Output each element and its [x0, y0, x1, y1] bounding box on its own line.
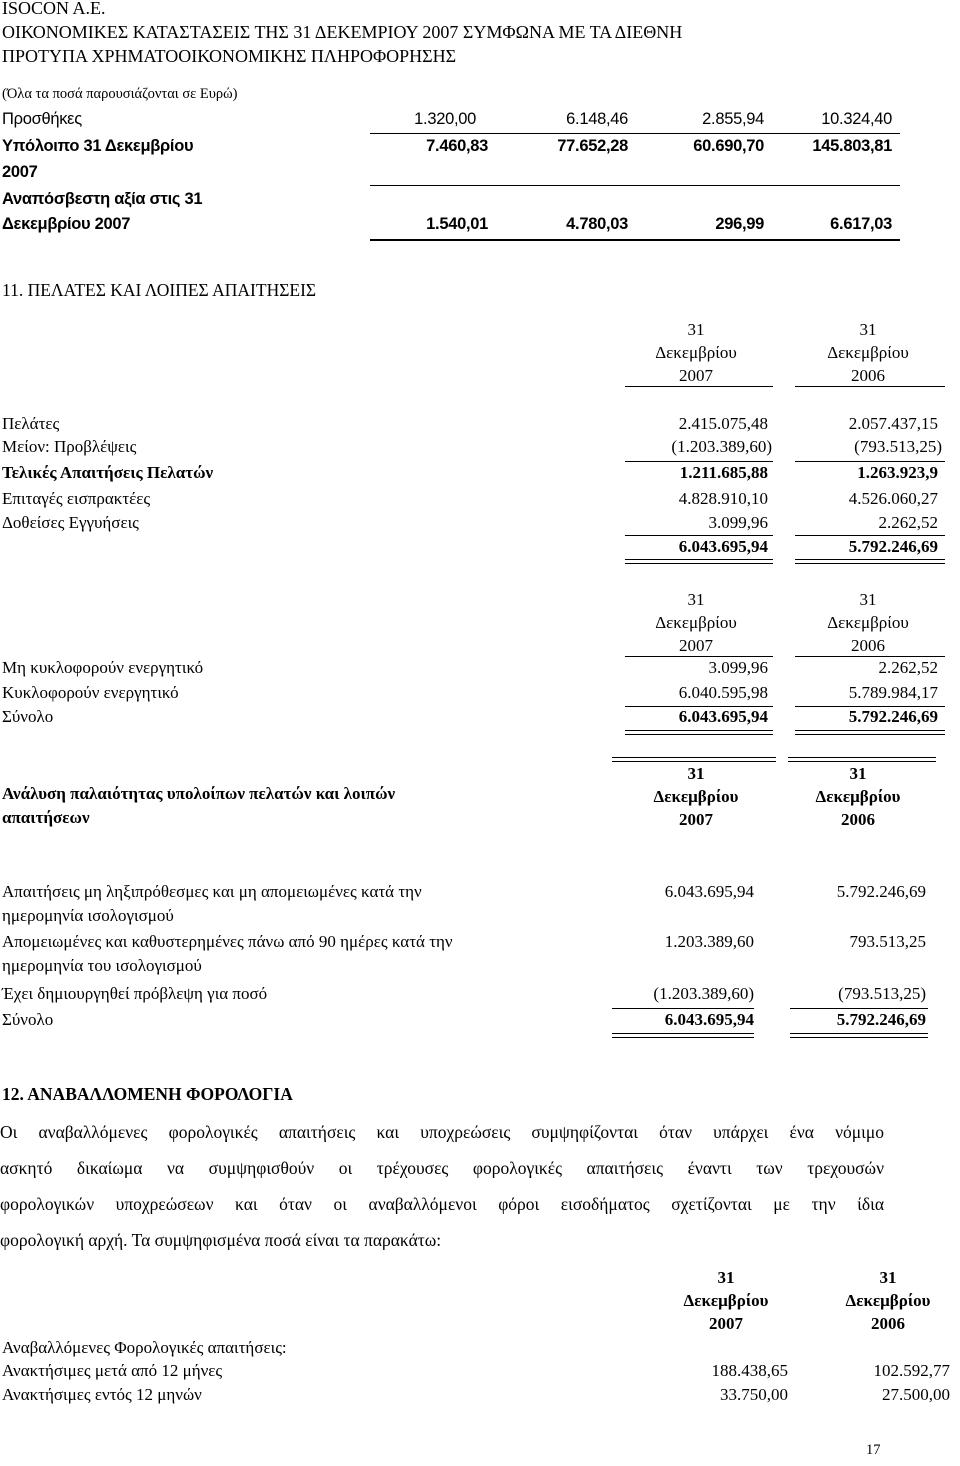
balance-value: 77.652,28 — [557, 137, 628, 155]
value-2007: 1.211.685,88 — [679, 463, 768, 482]
value-2007: 6.043.695,94 — [678, 707, 768, 726]
section12-title: 12. ΑΝΑΒΑΛΛΟΜΕΝΗ ΦΟΡΟΛΟΓΙΑ — [2, 1084, 293, 1104]
nbv-label-date: Δεκεμβρίου 2007 — [2, 215, 131, 233]
section11-title: 11. ΠΕΛΑΤΕΣ ΚΑΙ ΛΟΙΠΕΣ ΑΠΑΙΤΗΣΕΙΣ — [2, 280, 317, 300]
column-header-2006: 31 Δεκεμβρίου 2006 — [827, 320, 909, 385]
value-2007: 3.099,96 — [708, 658, 768, 677]
total-2007: 6.043.695,94 — [678, 537, 768, 556]
column-header-2007: 31 Δεκεμβρίου 2007 — [655, 320, 737, 385]
value-2006: 2.057.437,15 — [848, 414, 938, 433]
additions-value: 6.148,46 — [566, 110, 628, 128]
value-2007: 2.415.075,48 — [678, 414, 768, 433]
currency-note: (Όλα τα ποσά παρουσιάζονται σε Ευρώ) — [2, 86, 238, 102]
column-header-2006: 31 Δεκεμβρίου 2006 — [827, 590, 909, 655]
value-2006: 5.792.246,69 — [836, 882, 926, 901]
value-2007: 188.438,65 — [711, 1361, 788, 1380]
balance-value: 60.690,70 — [693, 137, 764, 155]
row-label: Μη κυκλοφορούν ενεργητικό — [2, 658, 204, 677]
additions-value: 2.855,94 — [702, 110, 764, 128]
nbv-value: 1.540,01 — [426, 215, 488, 233]
row-label: Κυκλοφορούν ενεργητικό — [2, 683, 179, 702]
ageing-header-2007: 31 Δεκεμβρίου 2007 — [653, 764, 739, 829]
balance-label: Υπόλοιπο 31 Δεκεμβρίου — [2, 137, 194, 155]
value-2007: (1.203.389,60) — [653, 984, 754, 1003]
additions-value: 10.324,40 — [821, 110, 892, 128]
value-2006: 27.500,00 — [882, 1385, 950, 1404]
value-2007: 3.099,96 — [708, 513, 768, 532]
ageing-row-label: Απομειωμένες και καθυστερημένες πάνω από 90 ημέρες κατά την — [2, 932, 453, 951]
nbv-value: 296,99 — [715, 215, 764, 233]
tax-subhead: Αναβαλλόμενες Φορολογικές απαιτήσεις: — [2, 1338, 287, 1357]
value-2007: 6.043.695,94 — [664, 1010, 754, 1029]
ageing-row-label: Έχει δημιουργηθεί πρόβλεψη για ποσό — [2, 984, 268, 1003]
tax-header-2006: 31 Δεκεμβρίου 2006 — [845, 1268, 931, 1333]
total-2006: 5.792.246,69 — [848, 537, 938, 556]
row-label: Τελικές Απαιτήσεις Πελατών — [2, 463, 214, 482]
balance-value: 7.460,83 — [426, 137, 488, 155]
nbv-label: Αναπόσβεστη αξία στις 31 — [2, 190, 203, 208]
value-2006: 5.792.246,69 — [848, 707, 938, 726]
additions-value: 1.320,00 — [414, 110, 476, 128]
column-header-2007: 31 Δεκεμβρίου 2007 — [655, 590, 737, 655]
ageing-header-2006: 31 Δεκεμβρίου 2006 — [815, 764, 901, 829]
ageing-row-label-line2: ημερομηνία του ισολογισμού — [2, 956, 202, 975]
row-label: Επιταγές εισπρακτέες — [2, 489, 151, 508]
row-label: Μείον: Προβλέψεις — [2, 437, 137, 456]
ageing-row-label: Απαιτήσεις μη ληξιπρόθεσμες και μη απομειωμένες κατά την — [2, 882, 422, 901]
tax-row-label: Ανακτήσιμες μετά από 12 μήνες — [2, 1361, 223, 1380]
value-2006: (793.513,25) — [838, 984, 926, 1003]
paragraph-line: ασκητό δικαίωμα να συμψηφισθούν οι τρέχουσες φορολογικές απαιτήσεις έναντι των τρεχουσών — [0, 1158, 884, 1178]
paragraph-line: φορολογική αρχή. Τα συμψηφισμένα ποσά είναι τα παρακάτω: — [0, 1230, 442, 1250]
value-2006: 2.262,52 — [878, 513, 938, 532]
value-2007: 6.043.695,94 — [664, 882, 754, 901]
value-2007: 1.203.389,60 — [664, 932, 754, 951]
nbv-value: 4.780,03 — [566, 215, 628, 233]
nbv-value: 6.617,03 — [830, 215, 892, 233]
value-2007: 4.828.910,10 — [678, 489, 768, 508]
value-2006: 5.789.984,17 — [848, 683, 938, 702]
value-2006: 1.263.923,9 — [857, 463, 938, 482]
row-label: Δοθείσες Εγγυήσεις — [2, 513, 139, 532]
ageing-title: Ανάλυση παλαιότητας υπολοίπων πελατών και λοιπών — [2, 784, 396, 803]
value-2006: 102.592,77 — [873, 1361, 950, 1380]
page-number: 17 — [866, 1442, 881, 1458]
paragraph-line: Οι αναβαλλόμενες φορολογικές απαιτήσεις και υποχρεώσεις συμψηφίζονται όταν υπάρχει ένα νόμιμο — [0, 1122, 884, 1142]
company-name: ISOCON A.E. — [2, 0, 106, 18]
value-2006: 5.792.246,69 — [836, 1010, 926, 1029]
value-2006: 4.526.060,27 — [848, 489, 938, 508]
paragraph-line: φορολογικών υποχρεώσεων και όταν οι αναβαλλόμενοι φόροι εισοδήματος σχετίζονται με την ίδια — [0, 1194, 884, 1214]
value-2007: 33.750,00 — [720, 1385, 788, 1404]
value-2006: 2.262,52 — [878, 658, 938, 677]
tax-row-label: Ανακτήσιμες εντός 12 μηνών — [2, 1385, 202, 1404]
additions-label: Προσθήκες — [2, 110, 82, 128]
ageing-title-line2: απαιτήσεων — [2, 808, 90, 827]
ageing-row-label: Σύνολο — [2, 1010, 54, 1029]
tax-header-2007: 31 Δεκεμβρίου 2007 — [683, 1268, 769, 1333]
ageing-row-label-line2: ημερομηνία ισολογισμού — [2, 906, 174, 925]
value-2007: 6.040.595,98 — [678, 683, 768, 702]
row-label: Σύνολο — [2, 707, 54, 726]
report-title-line2: ΠΡΟΤΥΠΑ ΧΡΗΜΑΤΟΟΙΚΟΝΟΜΙΚΗΣ ΠΛΗΡΟΦΟΡΗΣΗΣ — [2, 46, 457, 66]
value-2006: (793.513,25) — [854, 437, 942, 456]
report-title-line1: ΟΙΚΟΝΟΜΙΚΕΣ ΚΑΤΑΣΤΑΣΕΙΣ ΤΗΣ 31 ΔΕΚΕΜΡΙΟΥ 2007 ΣΥΜΦΩΝΑ ΜΕ ΤΑ ΔΙΕΘΝΗ — [2, 22, 683, 42]
balance-value: 145.803,81 — [812, 137, 892, 155]
value-2006: 793.513,25 — [849, 932, 926, 951]
balance-label-year: 2007 — [2, 163, 38, 181]
value-2007: (1.203.389,60) — [671, 437, 772, 456]
row-label: Πελάτες — [2, 414, 60, 433]
